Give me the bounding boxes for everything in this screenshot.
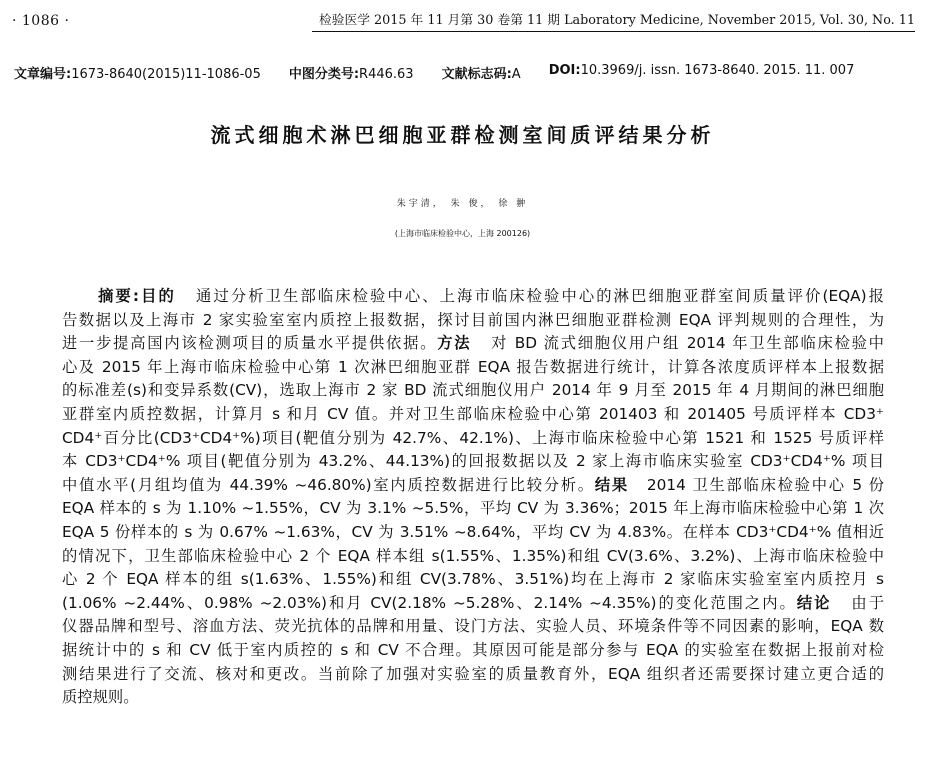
affiliation: (上海市临床检验中心，上海 200126) xyxy=(394,229,531,238)
doi: DOI:10.3969/j. issn. 1673-8640. 2015. 11. 007 xyxy=(548,63,855,78)
abstract-line: 测结果进行了交流、核对和更改。当前除了加强对实验室的质量教育外，EQA 组织者还需要探讨建立更合适的 xyxy=(62,664,884,683)
article-title: 流式细胞术淋巴细胞亚群检测室间质评结果分析 xyxy=(210,123,715,147)
abstract-line: 中值水平(月组均值为 44.39% ~46.80%)室内质控数据进行比较分析。结果 2014 卫生部临床检验中心 5 份 xyxy=(62,475,884,494)
objective-label: 目的 xyxy=(139,287,176,305)
abstract-line: 本 CD3⁺CD4⁺% 项目(靶值分别为 43.2%、44.13%)的回报数据以及 2 家上海市临床实验室 CD3⁺CD4⁺% 项目 xyxy=(62,452,884,471)
article-meta xyxy=(14,63,917,82)
abstract-line: EQA 5 份样本的 s 为 0.67% ~1.63%，CV 为 3.51% ~8.64%，平均 CV 为 4.83%。在样本 CD3⁺CD4⁺% 值相近 xyxy=(62,522,884,541)
abstract-line: 据统计中的 s 和 CV 低于室内质控的 s 和 CV 不合理。其原因可能是部分参与 EQA 的实验室在数据上报前对检 xyxy=(62,640,884,659)
abstract xyxy=(62,285,884,710)
document-code: 文献标志码:A xyxy=(441,67,521,82)
page-number: · 1086 · xyxy=(12,13,70,29)
methods-label: 方法 xyxy=(437,334,472,353)
abstract-line: 心及 2015 年上海市临床检验中心第 1 次淋巴细胞亚群 EQA 报告数据进行统计，计算各浓度质评样本上报数据 xyxy=(62,357,884,376)
abstract-line: EQA 样本的 s 为 1.10% ~1.55%，CV 为 3.1% ~5.5%，平均 CV 为 3.36%；2015 年上海市临床检验中心第 1 次 xyxy=(62,499,884,518)
conclusion-label: 结论 xyxy=(796,593,832,612)
results-label: 结果 xyxy=(594,475,629,494)
abstract-line: 质控规则。 xyxy=(62,688,139,707)
abstract-line: 告数据以及上海市 2 家实验室室内质控上报数据，探讨目前国内淋巴细胞亚群检测 EQA 评判规则的合理性，为 xyxy=(62,310,884,329)
article-number: 文章编号:1673-8640(2015)11-1086-05 xyxy=(14,67,261,82)
abstract-line: 仪器品牌和型号、溶血方法、荧光抗体的品牌和用量、设门方法、实验人员、环境条件等不同因素的影响，EQA 数 xyxy=(62,617,884,636)
abstract-line: 亚群室内质控数据，计算月 s 和月 CV 值。并对卫生部临床检验中心第 201403 和 201405 号质评样本 CD3⁺ xyxy=(62,404,884,423)
abstract-line: 摘要:目的 通过分析卫生部临床检验中心、上海市临床检验中心的淋巴细胞亚群室间质量评价(EQA)报 xyxy=(96,287,884,305)
running-head: 检验医学 2015 年 11 月第 30 卷第 11 期 Laboratory Medicine, November 2015, Vol. 30, No. 11 xyxy=(318,13,915,28)
abstract-line: 心 2 个 EQA 样本的组 s(1.63%、1.55%)和组 CV(3.78%、3.51%)均在上海市 2 家临床实验室室内质控月 s xyxy=(62,570,884,589)
abstract-line: (1.06% ~2.44%、0.98% ~2.03%)和月 CV(2.18% ~5.28%、2.14% ~4.35%)的变化范围之内。结论 由于 xyxy=(62,593,884,612)
authors: 朱宇清， 朱 俊， 徐 翀 xyxy=(396,199,529,209)
abstract-line: CD4⁺百分比(CD3⁺CD4⁺%)项目(靶值分别为 42.7%、42.1%)、上海市临床检验中心第 1521 和 1525 号质评样 xyxy=(62,428,884,447)
abstract-line: 的标准差(s)和变异系数(CV)，选取上海市 2 家 BD 流式细胞仪用户 2014 年 9 月至 2015 年 4 月期间的淋巴细胞 xyxy=(62,381,884,400)
header-rule xyxy=(312,31,915,32)
page-header xyxy=(0,0,925,42)
abstract-label: 摘要: xyxy=(96,287,140,305)
abstract-line: 的情况下，卫生部临床检验中心 2 个 EQA 样本组 s(1.55%、1.35%)和组 CV(3.6%、3.2%)、上海市临床检验中 xyxy=(62,546,884,565)
abstract-line: 进一步提高国内该检测项目的质量水平提供依据。方法 对 BD 流式细胞仪用户组 2014 年卫生部临床检验中 xyxy=(62,334,884,353)
clc-number: 中图分类号:R446.63 xyxy=(288,67,414,82)
